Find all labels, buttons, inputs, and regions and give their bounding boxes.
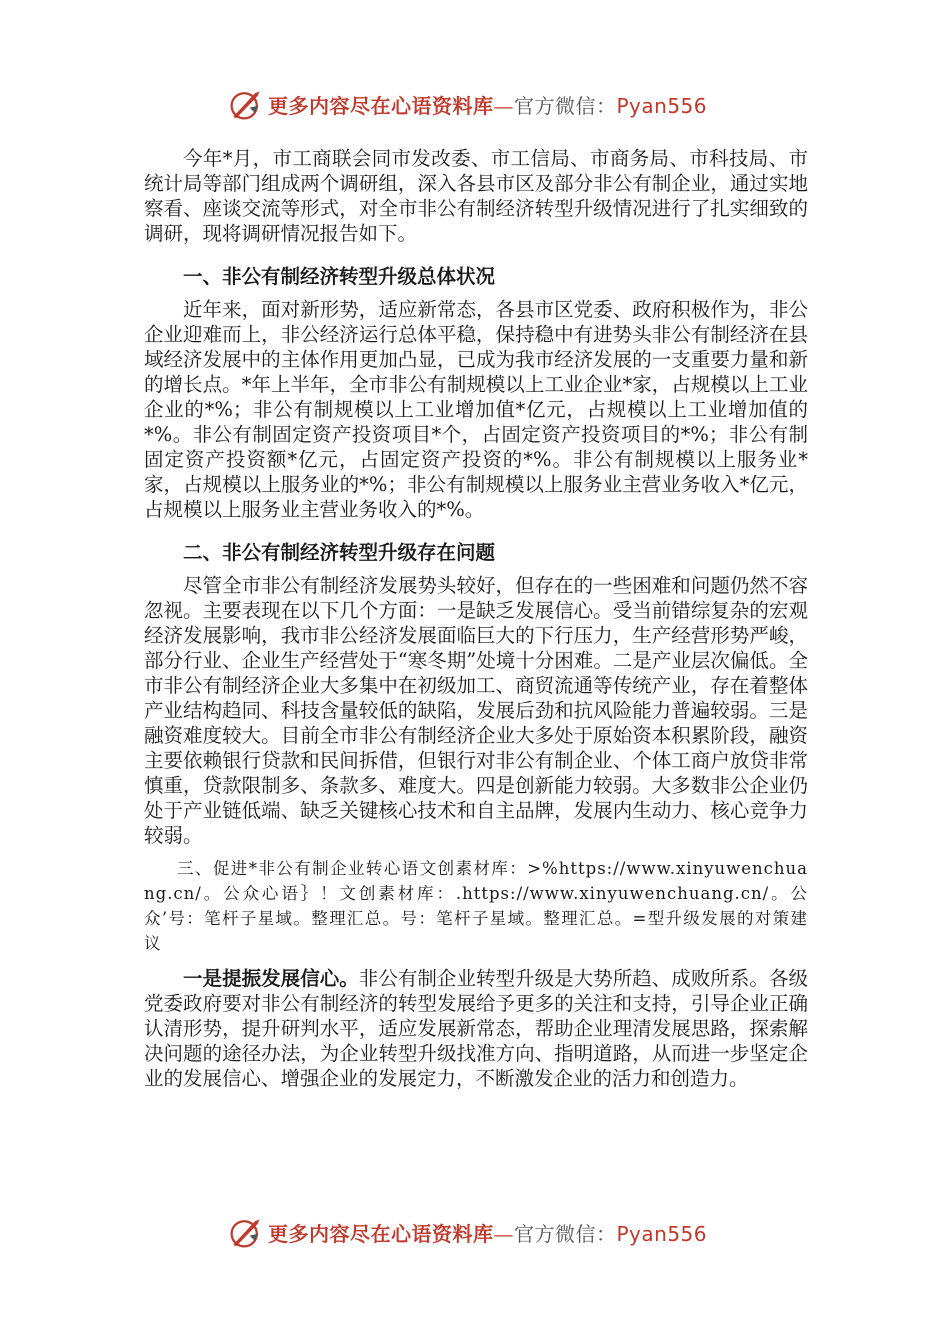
banner-text: [268, 90, 707, 119]
intro-paragraph: 今年*月，市工商联会同市发改委、市工信局、市商务局、市科技局、市统计局等部门组成两个调研组，深入各县市区及部分非公有制企业，通过实地察看、座谈交流等形式，对全市非公有制经济转型升级情况进行了扎实细致的调研，现将调研情况报告如下。: [144, 147, 808, 245]
banner-wechat-id: Pyan556: [616, 93, 708, 118]
banner-dash: —: [493, 1221, 514, 1246]
paragraph-lead: 一是提振发展信心。: [183, 967, 359, 990]
banner-dash: —: [493, 93, 514, 118]
paragraph-body: 非公有制企业转型升级是大势所趋、成败所系。各级党委政府要对非公有制经济的转型发展给予更多的关注和支持，引导企业正确认清形势，提升研判水平，适应发展新常态，帮助企业理清发展思路，探索解决问题的途径办法，为企业转型升级找准方向、指明道路，从而进一步坚定企业的发展信心、增强企业的发展定力，不断激发企业的活力和创造力。: [144, 967, 808, 1090]
footer-banner[interactable]: [228, 1212, 728, 1252]
section-3-heading-paragraph: 三、促进*非公有制企业转心语文创素材库：>%https://www.xinyuwenchuang.cn/。公众心语｝！文创素材库：.https://www.xinyuwenchuang.cn/。公众’号：笔杆子星域。整理汇总。号：笔杆子星域。整理汇总。=型升级发展的对策建议: [144, 859, 808, 953]
section-2-paragraph: 尽管全市非公有制经济发展势头较好，但存在的一些困难和问题仍然不容忽视。主要表现在以下几个方面：一是缺乏发展信心。受当前错综复杂的宏观经济发展影响，我市非公经济发展面临巨大的下行压力，生产经营形势严峻，部分行业、企业生产经营处于“寒冬期”处境十分困难。二是产业层次偏低。全市非公有制经济企业大多集中在初级加工、商贸流通等传统产业，存在着整体产业结构趋同、科技含量较低的缺陷，发展后劲和抗风险能力普遍较弱。三是融资难度较大。目前全市非公有制经济企业大多处于原始资本积累阶段，融资主要依赖银行贷款和民间拆借，但银行对非公有制企业、个体工商户放贷非常慎重，贷款限制多、条款多、难度大。四是创新能力较弱。大多数非公企业仍处于产业链低端、缺乏关键核心技术和自主品牌，发展内生动力、核心竞争力较弱。: [144, 574, 808, 847]
section-heading-2: 二、非公有制经济转型升级存在问题: [183, 541, 496, 564]
banner-main-text: 更多内容尽在心语资料库: [268, 93, 494, 118]
banner-wechat-id: Pyan556: [616, 1221, 708, 1246]
section-heading-1: 一、非公有制经济转型升级总体状况: [183, 265, 496, 288]
banner-text: [268, 1218, 707, 1247]
banner-suffix-text: 官方微信：: [514, 93, 617, 118]
pen-logo-icon: [228, 1214, 264, 1250]
document-body: [144, 146, 808, 1091]
pen-logo-icon: [228, 86, 264, 122]
section-1-paragraph: 近年来，面对新形势，适应新常态，各县市区党委、政府积极作为，非公企业迎难而上，非公经济运行总体平稳，保持稳中有进势头非公有制经济在县域经济发展中的主体作用更加凸显，已成为我市经济发展的一支重要力量和新的增长点。*年上半年，全市非公有制规模以上工业企业*家，占规模以上工业企业的*%；非公有制规模以上工业增加值*亿元，占规模以上工业增加值的*%。非公有制固定资产投资项目*个，占固定资产投资项目的*%；非公有制固定资产投资额*亿元，占固定资产投资的*%。非公有制规模以上服务业*家，占规模以上服务业的*%；非公有制规模以上服务业主营业务收入*亿元，占规模以上服务业主营业务收入的*%。: [144, 298, 808, 521]
banner-suffix-text: 官方微信：: [514, 1221, 617, 1246]
section-3-paragraph-1: [144, 966, 808, 1091]
banner-main-text: 更多内容尽在心语资料库: [268, 1221, 494, 1246]
header-banner[interactable]: [228, 84, 728, 124]
